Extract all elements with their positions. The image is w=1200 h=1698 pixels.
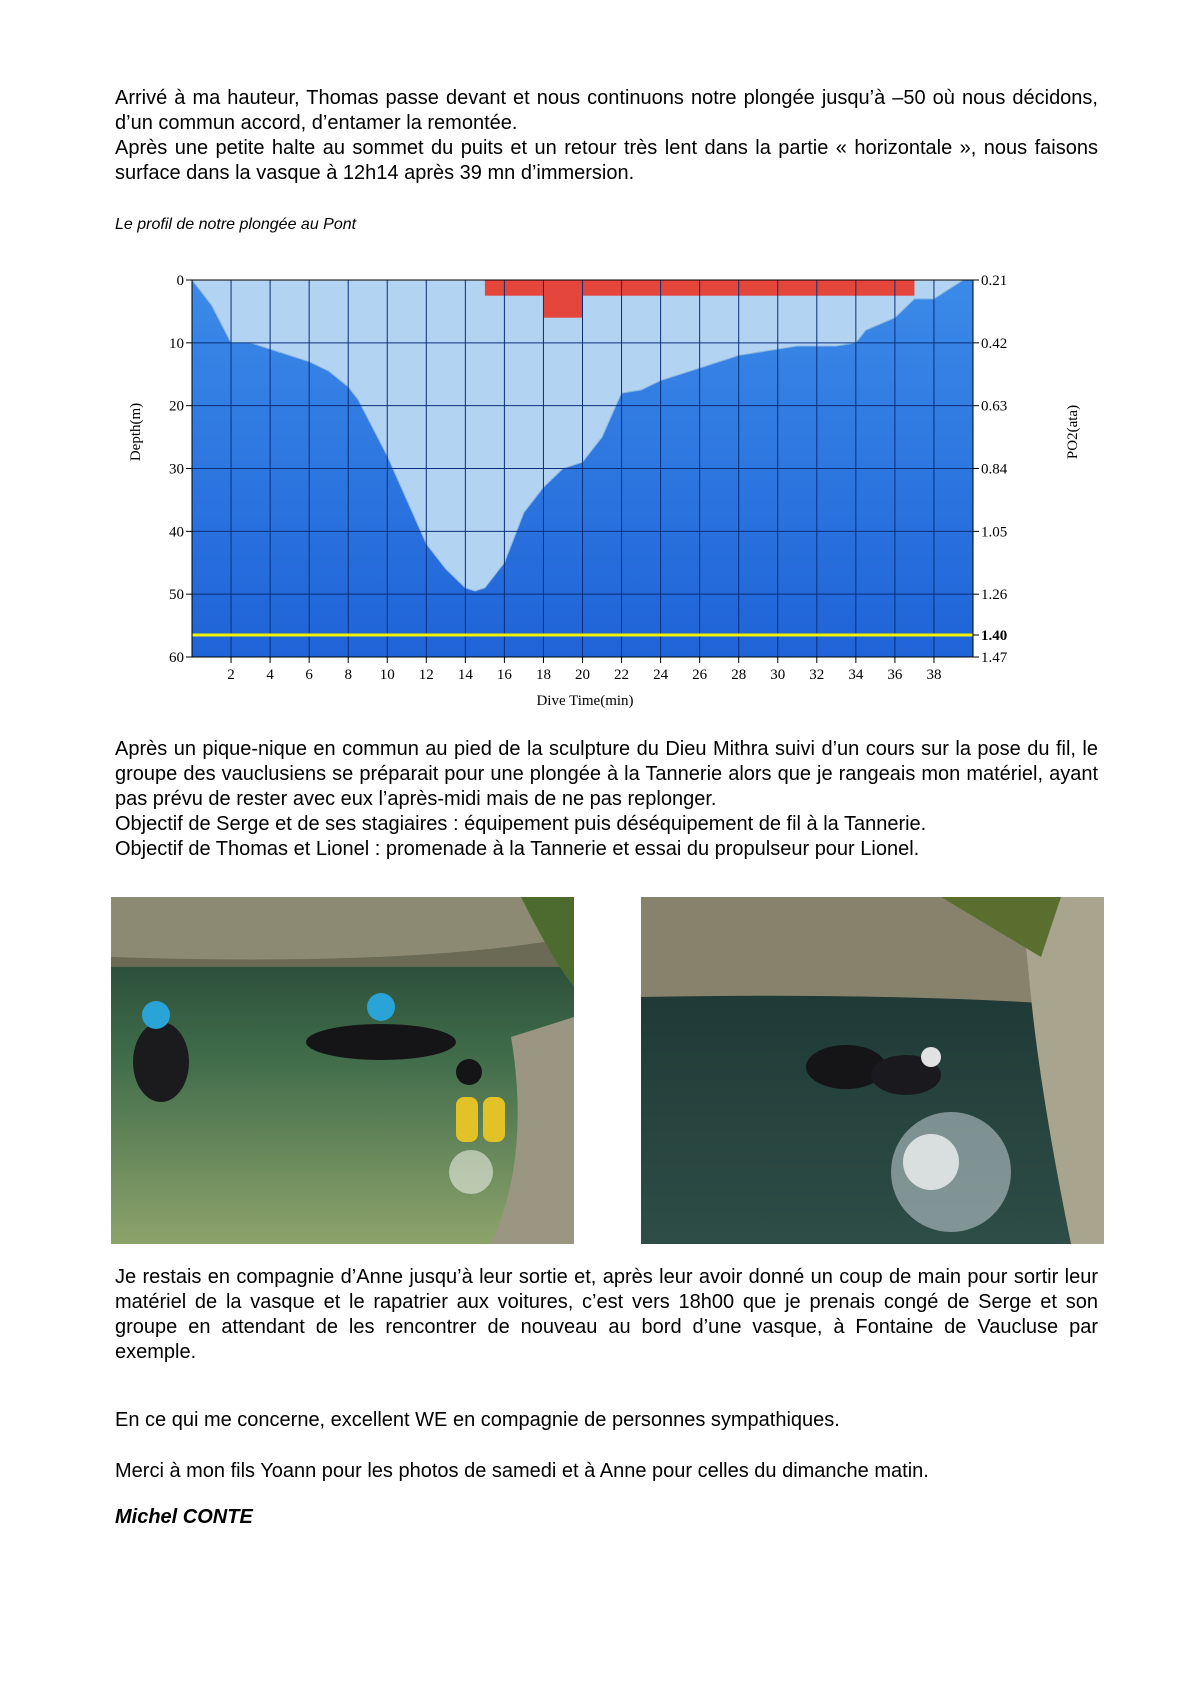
x-tick-label-32: 32: [809, 667, 825, 683]
x-axis-label: Dive Time(min): [536, 693, 634, 709]
y-tick-label-20: 20: [169, 398, 184, 415]
paragraph-conclusion: En ce qui me concerne, excellent WE en compagnie de personnes sympathiques.: [115, 1409, 840, 1431]
y-tick-label-30: 30: [169, 461, 184, 478]
paragraph-picnic: Après un pique-nique en commun au pied de la sculpture du Dieu Mithra suivi d’un cours sur la pose du fil, le groupe des vauclusiens se préparait pour une plongée à la Tannerie alors que je rangeais mon matériel, ayant pas prévu de rester avec eux l’après-midi mais de ne pas replonger.: [115, 738, 1098, 810]
y-axis-label: Depth(m): [128, 402, 144, 462]
x-tick-label-16: 16: [496, 667, 512, 683]
x-tick-label-2: 2: [227, 667, 235, 683]
y2-tick-label-0.21: 0.21: [981, 273, 1008, 289]
x-tick-label-14: 14: [457, 667, 473, 683]
x-tick-label-36: 36: [887, 667, 903, 683]
y2-tick-label-0.63: 0.63: [981, 398, 1008, 415]
x-tick-label-20: 20: [575, 667, 590, 683]
x-tick-label-6: 6: [305, 667, 313, 683]
paragraph-objective-thomas: Objectif de Thomas et Lionel : promenade à la Tannerie et essai du propulseur pour Lionel.: [115, 838, 920, 860]
x-tick-label-12: 12: [418, 667, 434, 683]
paragraph-ascent: Après une petite halte au sommet du puits et un retour très lent dans la partie « horizontale », nous faisons surface dans la vasque à 12h14 après 39 mn d’immersion.: [115, 137, 1098, 184]
author-signature: Michel CONTE: [115, 1506, 253, 1528]
x-tick-label-26: 26: [692, 667, 708, 683]
chart-caption: Le profil de notre plongée au Pont: [115, 216, 357, 233]
x-tick-label-4: 4: [266, 667, 274, 683]
x-tick-label-10: 10: [379, 667, 395, 683]
y-tick-label-50: 50: [169, 587, 184, 604]
paragraph-descent: Arrivé à ma hauteur, Thomas passe devant et nous continuons notre plongée jusqu’à –50 où nous décidons, d’un commun accord, d’entamer la remontée.: [115, 87, 1098, 134]
y2-axis-label: PO2(ata): [1065, 404, 1081, 460]
x-tick-label-30: 30: [770, 667, 786, 683]
y2-tick-label-1.47: 1.47: [981, 650, 1008, 666]
photo-divers-group: [111, 897, 574, 1244]
deco-bar-1: [543, 280, 582, 318]
y2-tick-label-1.40: 1.40: [981, 628, 1008, 645]
x-tick-label-38: 38: [926, 667, 942, 683]
y2-tick-label-1.05: 1.05: [981, 524, 1008, 541]
dive-profile-chart: [115, 262, 1095, 722]
paragraph-thanks: Merci à mon fils Yoann pour les photos de samedi et à Anne pour celles du dimanche matin.: [115, 1460, 929, 1482]
x-tick-label-8: 8: [344, 667, 352, 683]
chart-grid: [192, 280, 973, 657]
x-tick-label-28: 28: [731, 667, 747, 683]
y2-tick-label-0.42: 0.42: [981, 335, 1008, 352]
x-tick-label-18: 18: [535, 667, 551, 683]
paragraph-departure: Je restais en compagnie d’Anne jusqu’à leur sortie et, après leur avoir donné un coup de main pour sortir leur matériel de la vasque et le rapatrier aux voitures, c’est vers 18h00 que je prenais congé de Serge et son groupe en attendant de les rencontrer de nouveau au bord d’une vasque, à Fontaine de Vaucluse par exemple.: [115, 1266, 1098, 1363]
y-tick-label-0: 0: [176, 273, 184, 289]
x-tick-label-34: 34: [848, 667, 864, 683]
x-tick-label-24: 24: [653, 667, 669, 683]
y-tick-label-60: 60: [169, 650, 184, 666]
y-tick-label-10: 10: [169, 335, 184, 352]
y2-tick-label-0.84: 0.84: [981, 461, 1008, 478]
y-tick-label-40: 40: [169, 524, 184, 541]
paragraph-objective-serge: Objectif de Serge et de ses stagiaires : équipement puis déséquipement de fil à la Tannerie.: [115, 813, 927, 835]
photo-divers-pool: [641, 897, 1104, 1244]
x-tick-label-22: 22: [614, 667, 630, 683]
y2-tick-label-1.26: 1.26: [981, 587, 1008, 604]
